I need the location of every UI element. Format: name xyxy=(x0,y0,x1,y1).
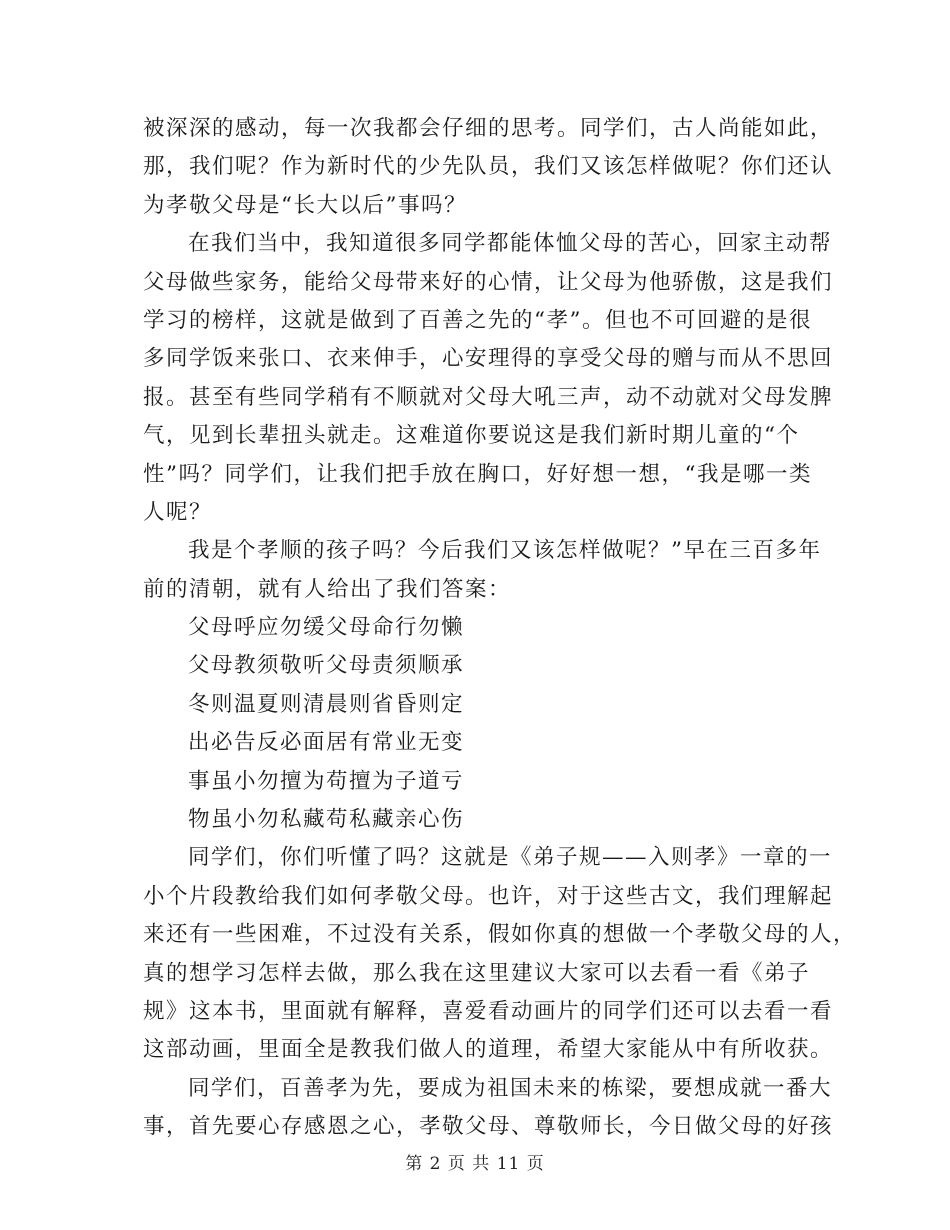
verse-line: 父母教须敬听父母责须顺承 xyxy=(188,653,465,679)
verse-line: 冬则温夏则清晨则省昏则定 xyxy=(188,691,465,717)
text-line: 气，见到长辈扭头就走。这难道你要说这是我们新时期儿童的“个 xyxy=(143,423,800,449)
text-line: 来还有一些困难，不过没有关系，假如你真的想做一个孝敬父母的人， xyxy=(143,922,857,948)
text-line: 人呢？ xyxy=(143,499,213,525)
text-line: 被深深的感动，每一次我都会仔细的思考。同学们，古人尚能如此， xyxy=(143,116,834,141)
verse-line: 出必告反必面居有常业无变 xyxy=(188,730,465,756)
text-line: 前的清朝，就有人给出了我们答案： xyxy=(143,576,512,602)
paragraph-start-line: 同学们，百善孝为先，要成为祖国未来的栋梁，要想成就一番大 xyxy=(188,1075,833,1101)
text-line: 报。甚至有些同学稍有不顺就对父母大吼三声，动不动就对父母发脾 xyxy=(143,384,834,410)
text-line: 为孝敬父母是“长大以后”事吗？ xyxy=(143,192,467,218)
text-line: 性”吗？同学们，让我们把手放在胸口，好好想一想，“我是哪一类 xyxy=(143,461,812,487)
verse-line: 事虽小勿擅为苟擅为子道亏 xyxy=(188,768,465,794)
body-text xyxy=(143,110,857,1147)
verse-line: 物虽小勿私藏苟私藏亲心伤 xyxy=(188,807,465,833)
text-line: 父母做些家务，能给父母带来好的心情，让父母为他骄傲，这是我们 xyxy=(143,269,834,295)
paragraph-start-line: 我是个孝顺的孩子吗？今后我们又该怎样做呢？”早在三百多年 xyxy=(188,538,822,564)
text-line: 小个片段教给我们如何孝敬父母。也许，对于这些古文，我们理解起 xyxy=(143,883,834,909)
paragraph-start-line: 在我们当中，我知道很多同学都能体恤父母的苦心，回家主动帮 xyxy=(188,231,833,257)
text-line: 这部动画，里面全是教我们做人的道理，希望大家能从中有所收获。 xyxy=(143,1037,834,1063)
text-line: 那，我们呢？作为新时代的少先队员，我们又该怎样做呢？你们还认 xyxy=(143,154,834,180)
text-line: 多同学饭来张口、衣来伸手，心安理得的享受父母的赠与而从不思回 xyxy=(143,346,834,372)
verse-line: 父母呼应勿缓父母命行勿懒 xyxy=(188,615,465,641)
text-line: 真的想学习怎样去做，那么我在这里建议大家可以去看一看《弟子 xyxy=(143,960,811,986)
page-number-footer: 第 2 页 共 11 页 xyxy=(405,1154,545,1174)
text-line: 规》这本书，里面就有解释，喜爱看动画片的同学们还可以去看一看 xyxy=(143,998,834,1024)
paragraph-start-line: 同学们，你们听懂了吗？这就是《弟子规——入则孝》一章的一 xyxy=(188,845,833,871)
text-line: 学习的榜样，这就是做到了百善之先的“孝”。但也不可回避的是很 xyxy=(143,307,812,333)
text-line: 事，首先要心存感恩之心，孝敬父母、尊敬师长，今日做父母的好孩 xyxy=(143,1114,834,1140)
